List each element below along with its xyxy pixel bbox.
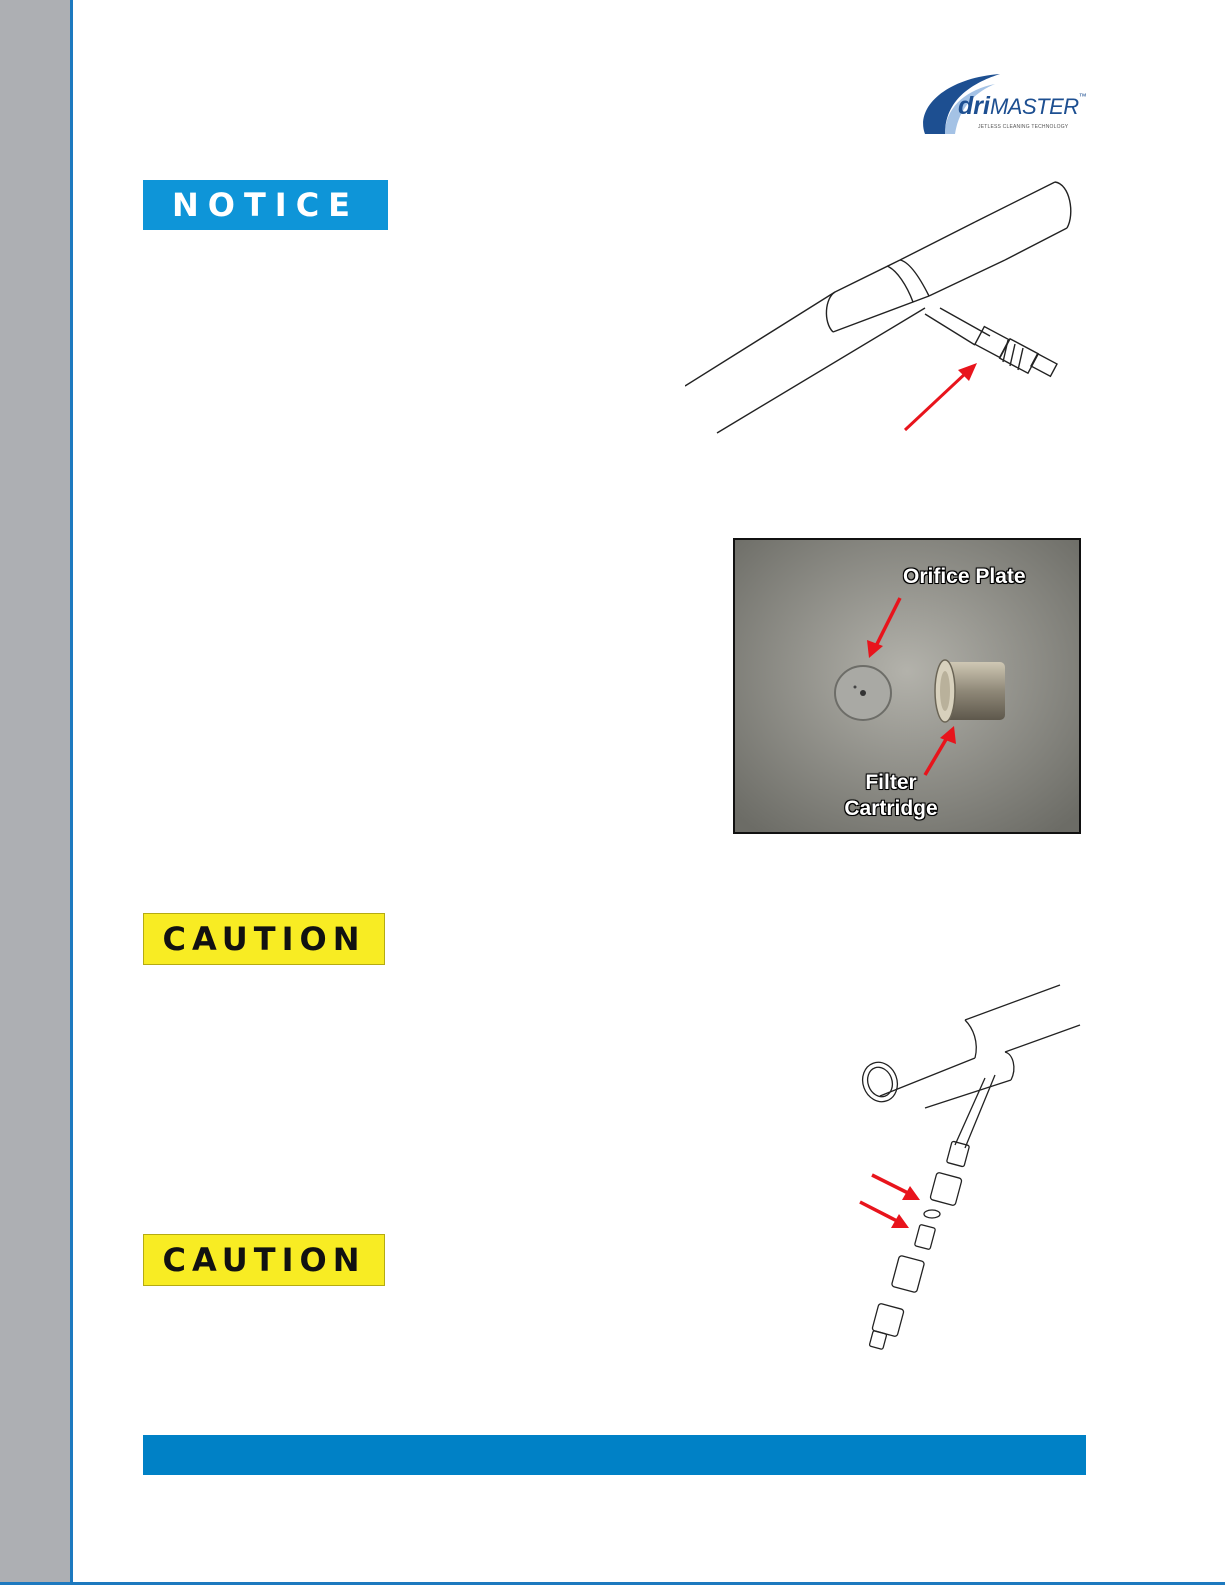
filter-cartridge-label: Filter Cartridge bbox=[844, 771, 938, 820]
orifice-filter-photo bbox=[733, 538, 1081, 834]
red-arrow-icon bbox=[905, 363, 977, 430]
orifice-plate-label: Orifice Plate bbox=[903, 565, 1026, 588]
filter-cartridge-shape bbox=[935, 660, 1005, 722]
red-arrow-icon bbox=[860, 1202, 909, 1228]
caution-label-1: CAUTION bbox=[143, 913, 385, 965]
nozzle-exploded-illustration bbox=[855, 980, 1100, 1355]
logo-subtitle: JETLESS CLEANING TECHNOLOGY bbox=[978, 124, 1069, 130]
logo-wordmark: driMASTER™ bbox=[958, 92, 1087, 120]
left-margin-bar bbox=[0, 0, 70, 1585]
drimaster-logo bbox=[915, 68, 1090, 140]
footer-band bbox=[143, 1435, 1086, 1475]
wand-nozzle-illustration bbox=[685, 180, 1095, 445]
left-accent-line bbox=[70, 0, 73, 1585]
notice-label: NOTICE bbox=[143, 180, 388, 230]
caution-label-2: CAUTION bbox=[143, 1234, 385, 1286]
red-arrow-icon bbox=[872, 1175, 920, 1200]
